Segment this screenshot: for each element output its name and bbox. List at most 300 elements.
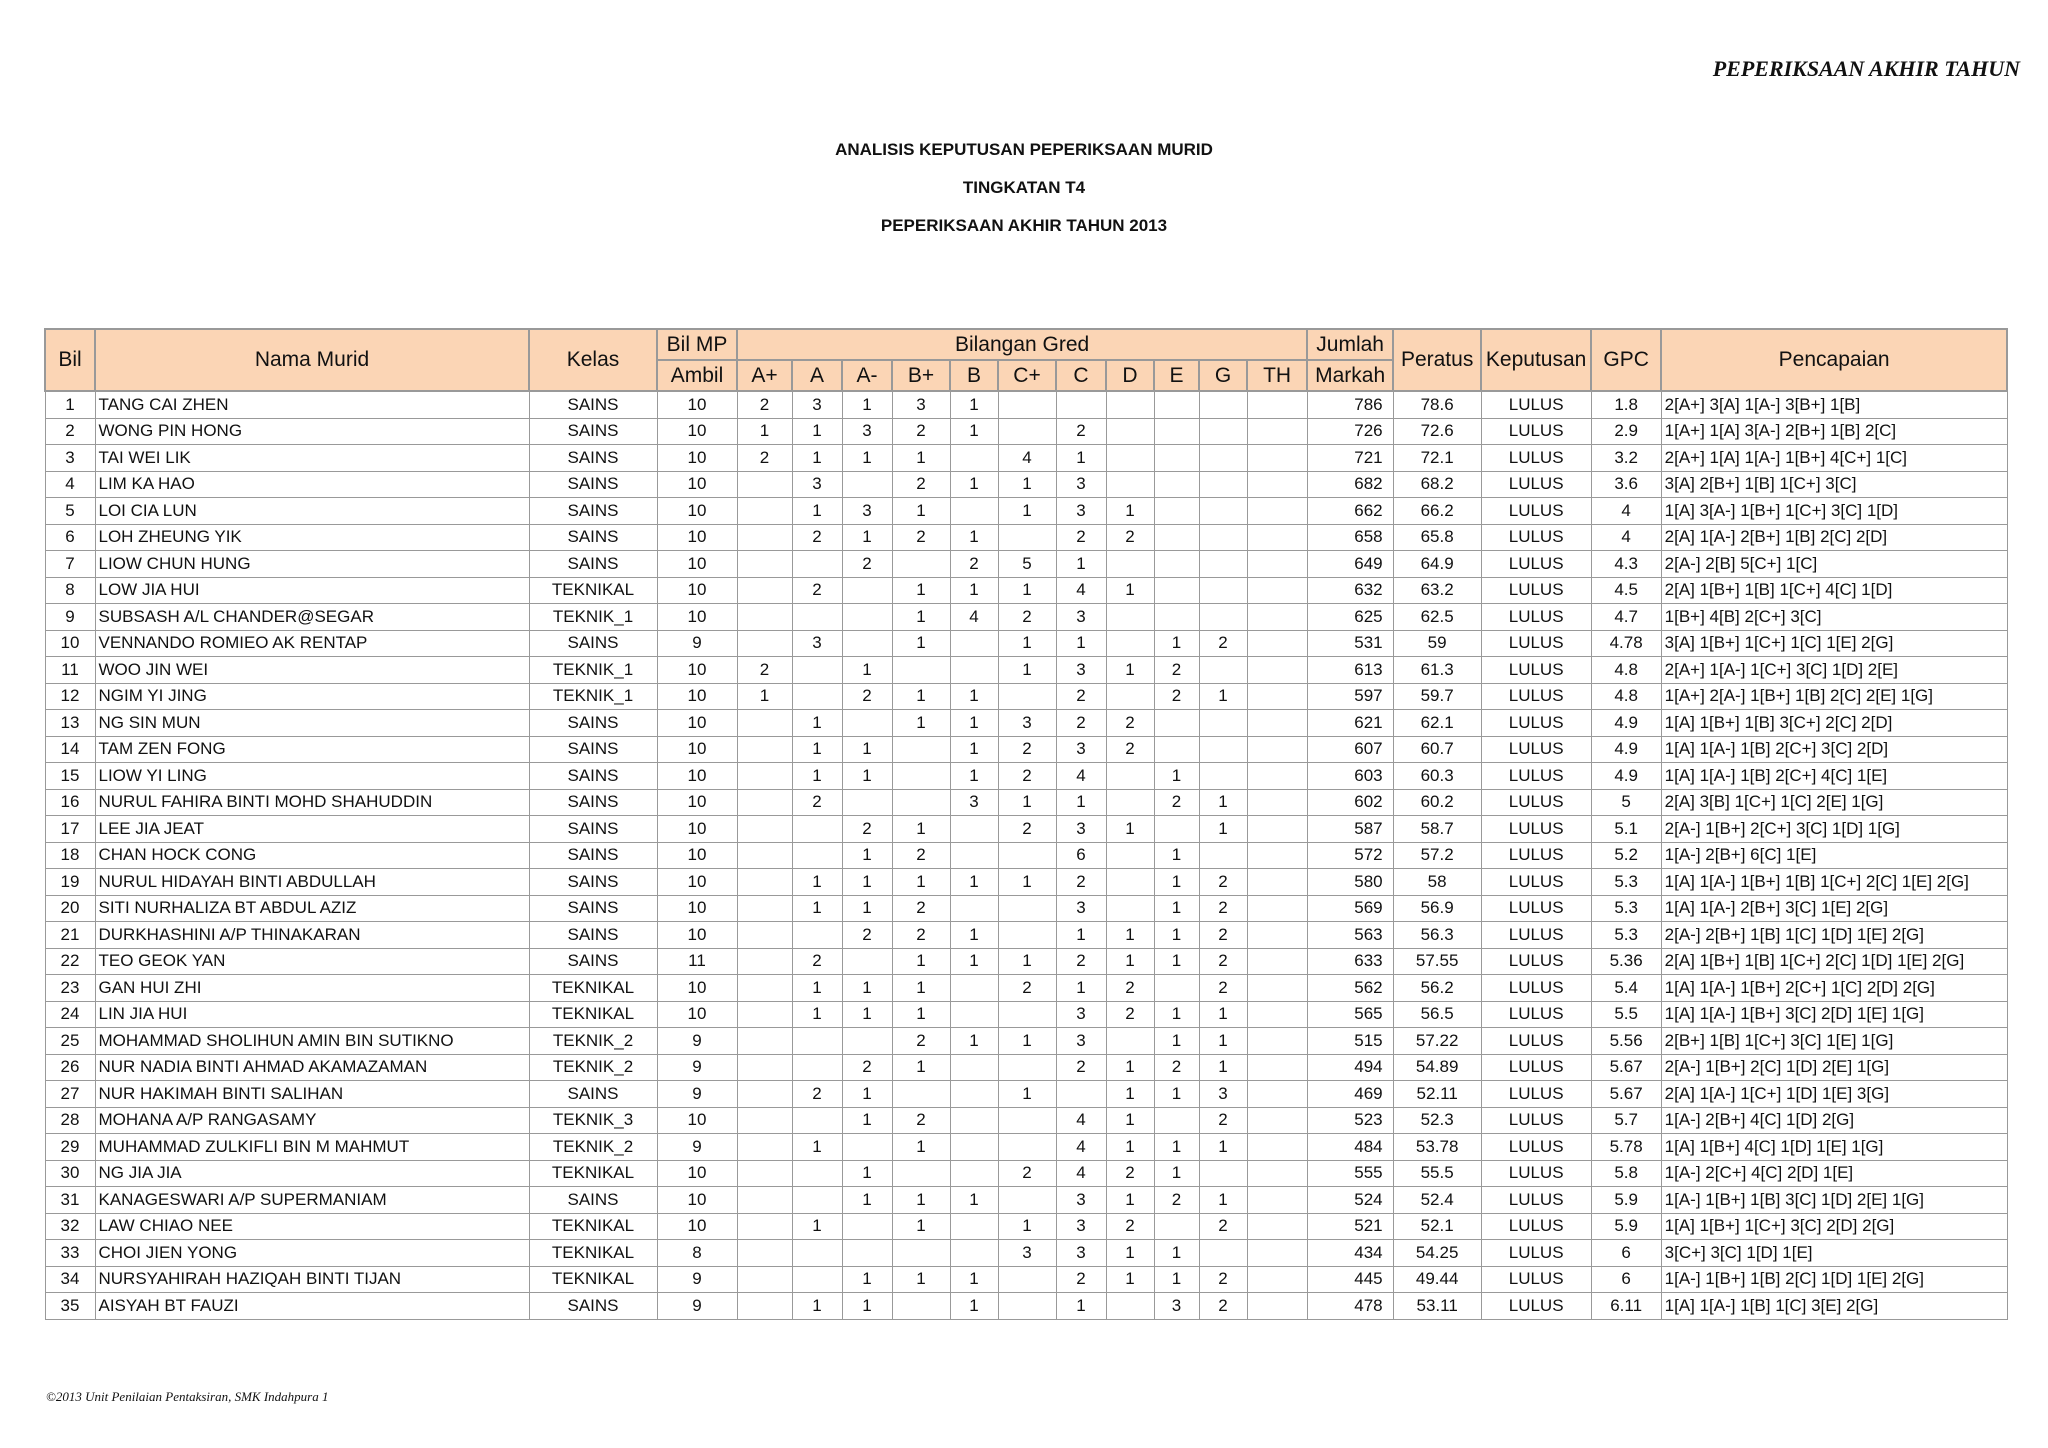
- cell-grade-a-plus: [737, 842, 792, 869]
- cell-keputusan: LULUS: [1481, 922, 1591, 949]
- cell-bilmp: 9: [657, 1054, 737, 1081]
- cell-grade-c-plus: [998, 391, 1056, 418]
- cell-grade-d: 1: [1106, 1107, 1154, 1134]
- cell-nama: LOH ZHEUNG YIK: [95, 524, 529, 551]
- cell-grade-b: 1: [950, 1187, 998, 1214]
- cell-grade-c: 2: [1056, 418, 1106, 445]
- cell-peratus: 68.2: [1393, 471, 1481, 498]
- cell-gpc: 4.78: [1591, 630, 1661, 657]
- cell-keputusan: LULUS: [1481, 630, 1591, 657]
- cell-nama: NUR HAKIMAH BINTI SALIHAN: [95, 1081, 529, 1108]
- cell-peratus: 61.3: [1393, 657, 1481, 684]
- cell-nama: KANAGESWARI A/P SUPERMANIAM: [95, 1187, 529, 1214]
- col-header-pencapaian: Pencapaian: [1661, 329, 2007, 391]
- cell-grade-c-plus: 1: [998, 869, 1056, 896]
- cell-nama: MOHANA A/P RANGASAMY: [95, 1107, 529, 1134]
- cell-grade-b: [950, 1001, 998, 1028]
- cell-grade-a-minus: [842, 789, 892, 816]
- cell-grade-d: [1106, 630, 1154, 657]
- cell-grade-a: [792, 816, 842, 843]
- cell-grade-d: [1106, 445, 1154, 472]
- cell-bilmp: 10: [657, 736, 737, 763]
- cell-grade-g: [1199, 842, 1247, 869]
- cell-grade-b-plus: 2: [892, 922, 950, 949]
- table-row: [45, 895, 2007, 922]
- cell-grade-c-plus: 3: [998, 1240, 1056, 1267]
- cell-jumlah: 515: [1307, 1028, 1393, 1055]
- cell-gpc: 3.6: [1591, 471, 1661, 498]
- cell-grade-a-minus: [842, 1213, 892, 1240]
- cell-grade-c-plus: 1: [998, 630, 1056, 657]
- cell-grade-e: 1: [1154, 1160, 1199, 1187]
- cell-grade-a: 1: [792, 1001, 842, 1028]
- cell-bilmp: 10: [657, 1160, 737, 1187]
- cell-grade-b-plus: [892, 736, 950, 763]
- cell-grade-e: [1154, 736, 1199, 763]
- cell-grade-e: [1154, 391, 1199, 418]
- cell-grade-b: 1: [950, 471, 998, 498]
- col-header-peratus: Peratus: [1393, 329, 1481, 391]
- cell-kelas: SAINS: [529, 736, 657, 763]
- cell-grade-d: [1106, 683, 1154, 710]
- cell-pencapaian: 2[A-] 1[B+] 2[C+] 3[C] 1[D] 1[G]: [1661, 816, 2007, 843]
- cell-kelas: SAINS: [529, 418, 657, 445]
- cell-grade-b-plus: 1: [892, 1213, 950, 1240]
- cell-grade-b: [950, 498, 998, 525]
- cell-grade-th: [1247, 736, 1307, 763]
- cell-grade-a-plus: [737, 895, 792, 922]
- cell-keputusan: LULUS: [1481, 1293, 1591, 1320]
- cell-keputusan: LULUS: [1481, 948, 1591, 975]
- cell-grade-a: [792, 1187, 842, 1214]
- cell-keputusan: LULUS: [1481, 471, 1591, 498]
- results-table-body: [45, 391, 2007, 1319]
- cell-grade-g: [1199, 710, 1247, 737]
- cell-grade-th: [1247, 1054, 1307, 1081]
- cell-bil: 23: [45, 975, 95, 1002]
- cell-grade-e: 1: [1154, 869, 1199, 896]
- cell-bilmp: 10: [657, 816, 737, 843]
- cell-peratus: 62.1: [1393, 710, 1481, 737]
- cell-grade-c: 4: [1056, 1160, 1106, 1187]
- cell-grade-e: [1154, 471, 1199, 498]
- cell-grade-a-minus: 1: [842, 1187, 892, 1214]
- cell-grade-d: [1106, 551, 1154, 578]
- cell-grade-c-plus: [998, 1054, 1056, 1081]
- cell-grade-b: 1: [950, 418, 998, 445]
- cell-grade-a-plus: [737, 524, 792, 551]
- cell-bilmp: 10: [657, 577, 737, 604]
- cell-bil: 31: [45, 1187, 95, 1214]
- cell-grade-a: 1: [792, 1213, 842, 1240]
- cell-grade-c: 3: [1056, 604, 1106, 631]
- cell-keputusan: LULUS: [1481, 524, 1591, 551]
- cell-grade-c: 4: [1056, 763, 1106, 790]
- cell-grade-c: 3: [1056, 1240, 1106, 1267]
- cell-grade-b-plus: 1: [892, 1266, 950, 1293]
- cell-grade-d: 1: [1106, 577, 1154, 604]
- cell-grade-a-plus: [737, 604, 792, 631]
- cell-grade-a-minus: 1: [842, 842, 892, 869]
- table-row: [45, 445, 2007, 472]
- cell-kelas: SAINS: [529, 816, 657, 843]
- cell-grade-g: 2: [1199, 948, 1247, 975]
- cell-grade-a-minus: [842, 948, 892, 975]
- cell-grade-e: [1154, 551, 1199, 578]
- cell-peratus: 53.78: [1393, 1134, 1481, 1161]
- cell-jumlah: 478: [1307, 1293, 1393, 1320]
- cell-grade-a-plus: [737, 1187, 792, 1214]
- cell-jumlah: 494: [1307, 1054, 1393, 1081]
- cell-grade-th: [1247, 604, 1307, 631]
- cell-grade-b-plus: 1: [892, 1187, 950, 1214]
- cell-jumlah: 587: [1307, 816, 1393, 843]
- cell-grade-b: 1: [950, 948, 998, 975]
- cell-grade-a-minus: [842, 471, 892, 498]
- table-row: [45, 630, 2007, 657]
- cell-grade-a-minus: 1: [842, 524, 892, 551]
- cell-grade-th: [1247, 1240, 1307, 1267]
- cell-grade-a-minus: 3: [842, 498, 892, 525]
- cell-peratus: 52.3: [1393, 1107, 1481, 1134]
- cell-grade-a-plus: 2: [737, 391, 792, 418]
- cell-grade-a: 1: [792, 736, 842, 763]
- cell-grade-a-minus: 1: [842, 1293, 892, 1320]
- cell-peratus: 59: [1393, 630, 1481, 657]
- table-row: [45, 1107, 2007, 1134]
- cell-pencapaian: 1[A] 3[A-] 1[B+] 1[C+] 3[C] 1[D]: [1661, 498, 2007, 525]
- cell-grade-d: 2: [1106, 1213, 1154, 1240]
- cell-nama: LOW JIA HUI: [95, 577, 529, 604]
- cell-grade-b: 2: [950, 551, 998, 578]
- cell-grade-c-plus: 1: [998, 498, 1056, 525]
- cell-grade-th: [1247, 1266, 1307, 1293]
- cell-grade-b-plus: 2: [892, 1107, 950, 1134]
- cell-jumlah: 658: [1307, 524, 1393, 551]
- cell-grade-g: 2: [1199, 895, 1247, 922]
- cell-grade-a: [792, 1054, 842, 1081]
- cell-jumlah: 662: [1307, 498, 1393, 525]
- cell-nama: LIOW CHUN HUNG: [95, 551, 529, 578]
- cell-grade-c-plus: [998, 895, 1056, 922]
- cell-grade-b-plus: 1: [892, 975, 950, 1002]
- cell-bilmp: 9: [657, 1293, 737, 1320]
- cell-grade-c: 3: [1056, 736, 1106, 763]
- cell-kelas: TEKNIK_2: [529, 1134, 657, 1161]
- cell-grade-b-plus: [892, 1160, 950, 1187]
- col-header-bilmp-top: Bil MP: [657, 329, 737, 360]
- cell-grade-g: 3: [1199, 1081, 1247, 1108]
- cell-grade-c-plus: [998, 922, 1056, 949]
- cell-grade-c: 3: [1056, 1028, 1106, 1055]
- cell-grade-b: 1: [950, 1293, 998, 1320]
- cell-nama: LIN JIA HUI: [95, 1001, 529, 1028]
- cell-grade-a-plus: [737, 1107, 792, 1134]
- cell-jumlah: 469: [1307, 1081, 1393, 1108]
- cell-grade-th: [1247, 816, 1307, 843]
- table-row: [45, 736, 2007, 763]
- cell-grade-b: [950, 657, 998, 684]
- cell-peratus: 54.25: [1393, 1240, 1481, 1267]
- cell-grade-a-plus: [737, 1028, 792, 1055]
- cell-keputusan: LULUS: [1481, 1001, 1591, 1028]
- cell-gpc: 4.7: [1591, 604, 1661, 631]
- cell-jumlah: 607: [1307, 736, 1393, 763]
- cell-grade-b-plus: 1: [892, 948, 950, 975]
- cell-gpc: 4.5: [1591, 577, 1661, 604]
- cell-grade-a: [792, 1107, 842, 1134]
- cell-grade-a-minus: [842, 1240, 892, 1267]
- cell-grade-e: 1: [1154, 842, 1199, 869]
- cell-grade-g: 1: [1199, 816, 1247, 843]
- cell-grade-c-plus: 3: [998, 710, 1056, 737]
- cell-grade-g: 1: [1199, 1001, 1247, 1028]
- col-header-grade-e: E: [1154, 360, 1199, 391]
- cell-bilmp: 10: [657, 869, 737, 896]
- cell-nama: LEE JIA JEAT: [95, 816, 529, 843]
- cell-grade-c: 2: [1056, 710, 1106, 737]
- cell-grade-g: 2: [1199, 1107, 1247, 1134]
- cell-grade-a: [792, 1028, 842, 1055]
- report-subtitle-exam: PEPERIKSAAN AKHIR TAHUN 2013: [880, 216, 1168, 235]
- cell-grade-d: 1: [1106, 1240, 1154, 1267]
- cell-bil: 16: [45, 789, 95, 816]
- cell-bil: 19: [45, 869, 95, 896]
- cell-bilmp: 10: [657, 895, 737, 922]
- cell-bil: 11: [45, 657, 95, 684]
- cell-kelas: TEKNIKAL: [529, 1213, 657, 1240]
- cell-jumlah: 524: [1307, 1187, 1393, 1214]
- cell-keputusan: LULUS: [1481, 710, 1591, 737]
- col-header-nama: Nama Murid: [95, 329, 529, 391]
- col-header-jumlah-bottom: Markah: [1307, 360, 1393, 391]
- cell-bil: 21: [45, 922, 95, 949]
- cell-grade-c: 3: [1056, 1213, 1106, 1240]
- cell-gpc: 4.8: [1591, 657, 1661, 684]
- results-table: [44, 328, 2008, 1320]
- cell-gpc: 5.9: [1591, 1187, 1661, 1214]
- cell-bil: 1: [45, 391, 95, 418]
- cell-pencapaian: 3[A] 1[B+] 1[C+] 1[C] 1[E] 2[G]: [1661, 630, 2007, 657]
- cell-jumlah: 531: [1307, 630, 1393, 657]
- cell-gpc: 4.9: [1591, 710, 1661, 737]
- cell-grade-g: [1199, 1160, 1247, 1187]
- cell-nama: SITI NURHALIZA BT ABDUL AZIZ: [95, 895, 529, 922]
- cell-grade-b-plus: 1: [892, 445, 950, 472]
- cell-grade-c: 1: [1056, 789, 1106, 816]
- cell-pencapaian: 1[A] 1[A-] 1[B+] 2[C+] 1[C] 2[D] 2[G]: [1661, 975, 2007, 1002]
- table-row: [45, 922, 2007, 949]
- cell-grade-a-plus: [737, 816, 792, 843]
- cell-nama: VENNANDO ROMIEO AK RENTAP: [95, 630, 529, 657]
- cell-grade-a-minus: 1: [842, 1081, 892, 1108]
- cell-grade-b-plus: 2: [892, 895, 950, 922]
- cell-grade-th: [1247, 498, 1307, 525]
- cell-grade-e: 1: [1154, 948, 1199, 975]
- cell-nama: NGIM YI JING: [95, 683, 529, 710]
- cell-nama: LAW CHIAO NEE: [95, 1213, 529, 1240]
- cell-grade-a-plus: [737, 1293, 792, 1320]
- cell-keputusan: LULUS: [1481, 975, 1591, 1002]
- cell-gpc: 5.8: [1591, 1160, 1661, 1187]
- cell-gpc: 4.3: [1591, 551, 1661, 578]
- cell-bil: 2: [45, 418, 95, 445]
- cell-grade-b: 1: [950, 683, 998, 710]
- cell-grade-d: [1106, 1028, 1154, 1055]
- cell-kelas: TEKNIKAL: [529, 1240, 657, 1267]
- cell-grade-c-plus: 2: [998, 763, 1056, 790]
- table-row: [45, 683, 2007, 710]
- cell-peratus: 58: [1393, 869, 1481, 896]
- cell-grade-b-plus: 1: [892, 630, 950, 657]
- cell-grade-c-plus: 4: [998, 445, 1056, 472]
- cell-kelas: SAINS: [529, 763, 657, 790]
- cell-grade-b-plus: 1: [892, 604, 950, 631]
- cell-grade-d: 1: [1106, 1187, 1154, 1214]
- cell-bilmp: 9: [657, 1266, 737, 1293]
- cell-pencapaian: 2[A-] 2[B] 5[C+] 1[C]: [1661, 551, 2007, 578]
- table-row: [45, 869, 2007, 896]
- cell-grade-e: [1154, 975, 1199, 1002]
- cell-grade-d: [1106, 763, 1154, 790]
- col-header-kelas: Kelas: [529, 329, 657, 391]
- cell-grade-a-minus: 1: [842, 975, 892, 1002]
- cell-keputusan: LULUS: [1481, 1213, 1591, 1240]
- cell-bilmp: 9: [657, 1028, 737, 1055]
- cell-grade-th: [1247, 524, 1307, 551]
- cell-bil: 6: [45, 524, 95, 551]
- cell-grade-b-plus: 1: [892, 577, 950, 604]
- cell-bilmp: 8: [657, 1240, 737, 1267]
- cell-grade-g: [1199, 391, 1247, 418]
- cell-gpc: 5.3: [1591, 869, 1661, 896]
- table-row: [45, 1187, 2007, 1214]
- cell-grade-th: [1247, 471, 1307, 498]
- cell-grade-d: 2: [1106, 524, 1154, 551]
- cell-grade-c: 2: [1056, 1054, 1106, 1081]
- cell-bilmp: 10: [657, 657, 737, 684]
- cell-grade-e: [1154, 418, 1199, 445]
- cell-grade-a-minus: 2: [842, 551, 892, 578]
- cell-grade-c-plus: [998, 1107, 1056, 1134]
- cell-grade-c-plus: 2: [998, 1160, 1056, 1187]
- cell-grade-d: 1: [1106, 816, 1154, 843]
- cell-grade-c: 1: [1056, 975, 1106, 1002]
- cell-grade-a: [792, 551, 842, 578]
- cell-grade-c-plus: 1: [998, 471, 1056, 498]
- cell-nama: NURSYAHIRAH HAZIQAH BINTI TIJAN: [95, 1266, 529, 1293]
- cell-kelas: SAINS: [529, 524, 657, 551]
- cell-grade-a-minus: 2: [842, 1054, 892, 1081]
- cell-grade-e: 2: [1154, 1054, 1199, 1081]
- cell-nama: AISYAH BT FAUZI: [95, 1293, 529, 1320]
- cell-grade-c: 2: [1056, 524, 1106, 551]
- cell-grade-a-plus: [737, 471, 792, 498]
- cell-bil: 33: [45, 1240, 95, 1267]
- cell-grade-b: 1: [950, 736, 998, 763]
- cell-pencapaian: 1[A-] 2[C+] 4[C] 2[D] 1[E]: [1661, 1160, 2007, 1187]
- cell-grade-b: [950, 1213, 998, 1240]
- cell-grade-c: 1: [1056, 551, 1106, 578]
- cell-grade-a: 2: [792, 789, 842, 816]
- cell-grade-a-plus: [737, 1081, 792, 1108]
- cell-grade-e: [1154, 710, 1199, 737]
- cell-grade-e: 1: [1154, 895, 1199, 922]
- cell-grade-d: 1: [1106, 657, 1154, 684]
- cell-grade-g: [1199, 524, 1247, 551]
- cell-grade-e: 2: [1154, 1187, 1199, 1214]
- cell-keputusan: LULUS: [1481, 577, 1591, 604]
- cell-nama: WONG PIN HONG: [95, 418, 529, 445]
- cell-pencapaian: 1[A] 1[A-] 1[B] 1[C] 3[E] 2[G]: [1661, 1293, 2007, 1320]
- cell-nama: MUHAMMAD ZULKIFLI BIN M MAHMUT: [95, 1134, 529, 1161]
- cell-grade-c: 3: [1056, 895, 1106, 922]
- cell-bilmp: 10: [657, 975, 737, 1002]
- cell-grade-c-plus: 2: [998, 975, 1056, 1002]
- cell-grade-a: 2: [792, 524, 842, 551]
- cell-grade-g: [1199, 498, 1247, 525]
- cell-bilmp: 10: [657, 683, 737, 710]
- cell-grade-a-plus: 1: [737, 683, 792, 710]
- cell-pencapaian: 1[A-] 2[B+] 6[C] 1[E]: [1661, 842, 2007, 869]
- cell-nama: TEO GEOK YAN: [95, 948, 529, 975]
- table-row: [45, 1293, 2007, 1320]
- cell-nama: NUR NADIA BINTI AHMAD AKAMAZAMAN: [95, 1054, 529, 1081]
- cell-kelas: SAINS: [529, 922, 657, 949]
- cell-grade-b-plus: 2: [892, 1028, 950, 1055]
- cell-grade-b-plus: 1: [892, 816, 950, 843]
- cell-kelas: TEKNIK_3: [529, 1107, 657, 1134]
- cell-grade-d: [1106, 418, 1154, 445]
- cell-kelas: TEKNIKAL: [529, 577, 657, 604]
- cell-gpc: 5: [1591, 789, 1661, 816]
- cell-grade-a-minus: 2: [842, 922, 892, 949]
- cell-grade-c: 4: [1056, 577, 1106, 604]
- table-row: [45, 816, 2007, 843]
- cell-jumlah: 603: [1307, 763, 1393, 790]
- cell-bil: 24: [45, 1001, 95, 1028]
- cell-pencapaian: 2[A] 1[B+] 1[B] 1[C+] 4[C] 1[D]: [1661, 577, 2007, 604]
- table-row: [45, 1240, 2007, 1267]
- cell-grade-th: [1247, 948, 1307, 975]
- cell-grade-a: 2: [792, 948, 842, 975]
- cell-grade-b: 1: [950, 524, 998, 551]
- cell-grade-b-plus: [892, 789, 950, 816]
- cell-gpc: 5.56: [1591, 1028, 1661, 1055]
- cell-nama: LIM KA HAO: [95, 471, 529, 498]
- cell-jumlah: 580: [1307, 869, 1393, 896]
- cell-grade-a: 2: [792, 1081, 842, 1108]
- cell-peratus: 57.55: [1393, 948, 1481, 975]
- col-header-bilmp-bottom: Ambil: [657, 360, 737, 391]
- cell-grade-b: [950, 1081, 998, 1108]
- cell-kelas: SAINS: [529, 789, 657, 816]
- cell-pencapaian: 2[A+] 1[A-] 1[C+] 3[C] 1[D] 2[E]: [1661, 657, 2007, 684]
- cell-grade-a-minus: 2: [842, 683, 892, 710]
- cell-kelas: SAINS: [529, 445, 657, 472]
- cell-kelas: SAINS: [529, 1187, 657, 1214]
- cell-grade-e: 1: [1154, 922, 1199, 949]
- col-header-gpc: GPC: [1591, 329, 1661, 391]
- cell-grade-a-minus: [842, 577, 892, 604]
- cell-grade-a-plus: [737, 710, 792, 737]
- cell-grade-b-plus: 1: [892, 683, 950, 710]
- cell-grade-th: [1247, 842, 1307, 869]
- cell-grade-c-plus: [998, 1293, 1056, 1320]
- cell-grade-a: 1: [792, 895, 842, 922]
- cell-kelas: TEKNIKAL: [529, 1001, 657, 1028]
- cell-bil: 28: [45, 1107, 95, 1134]
